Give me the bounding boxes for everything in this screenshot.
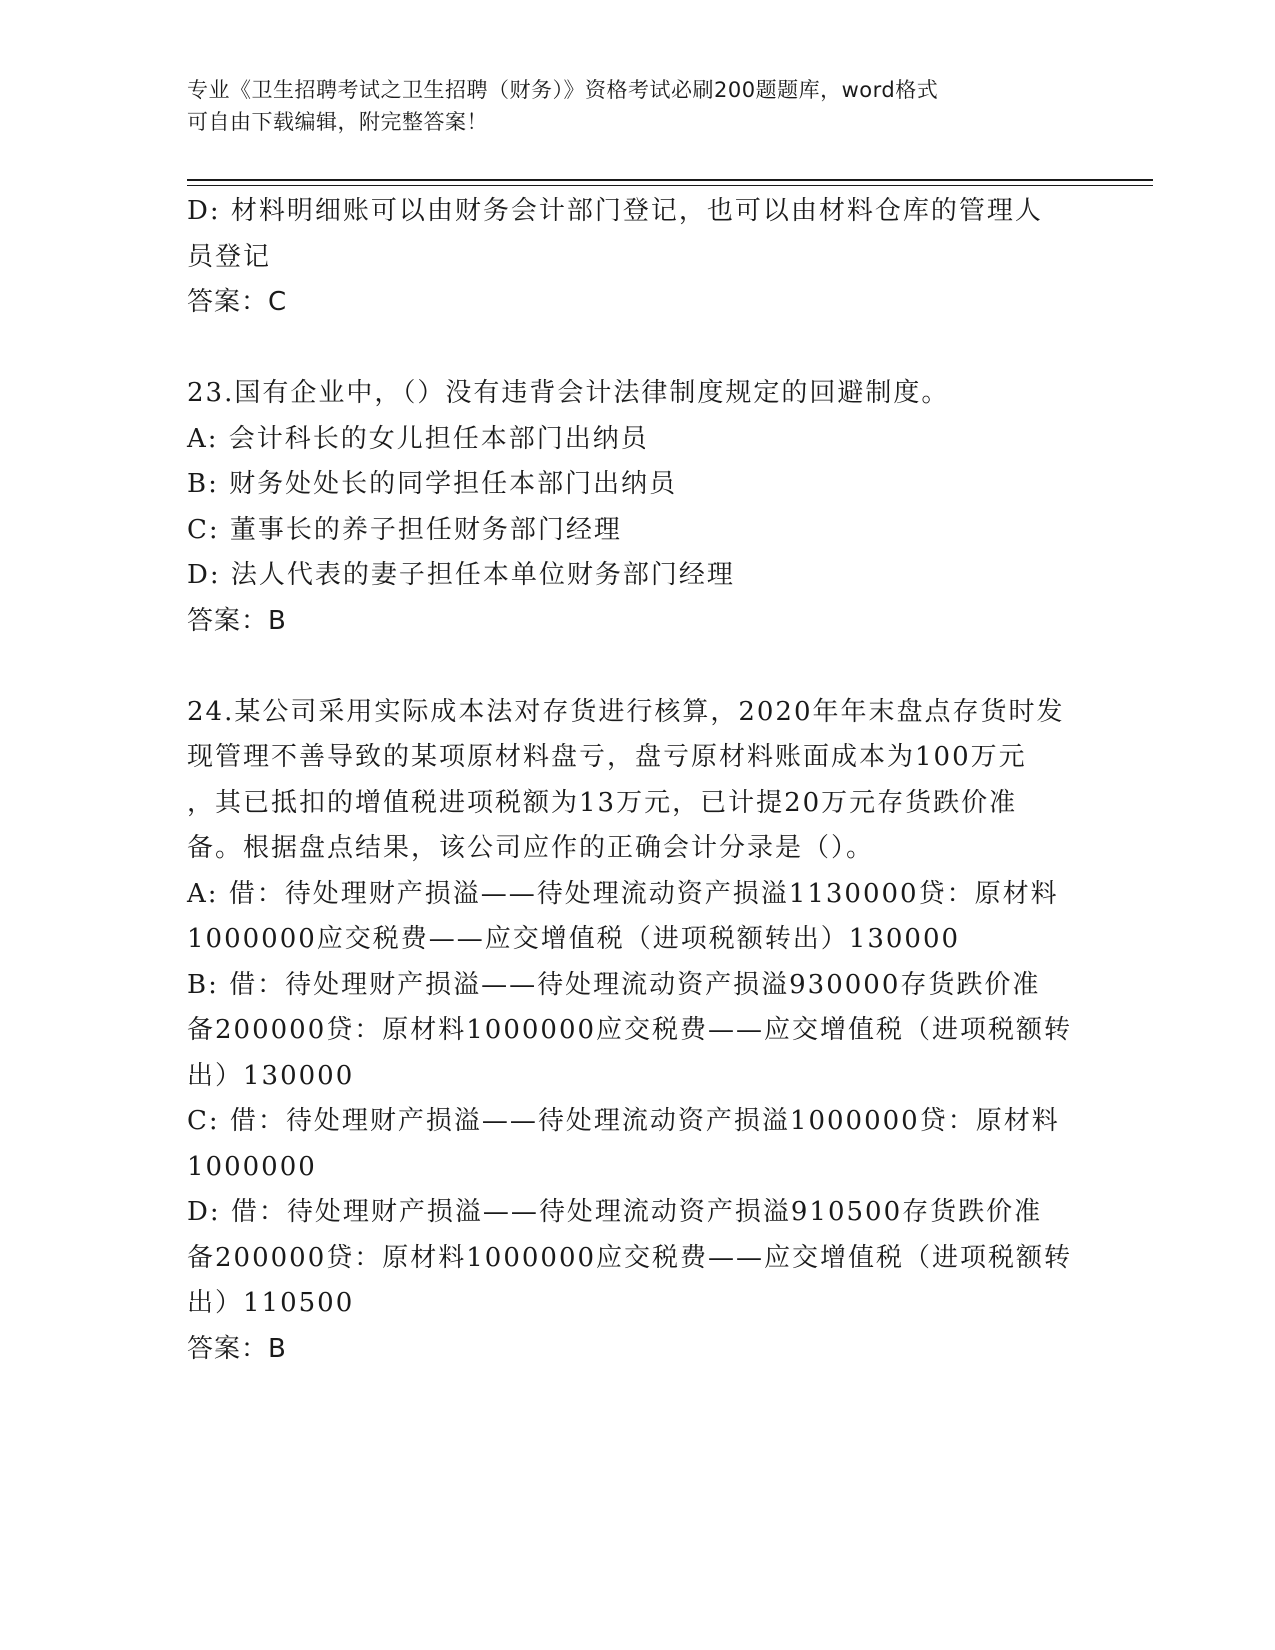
option-a: A: 会计科长的女儿担任本部门出纳员 xyxy=(187,423,649,454)
answer: 答案：C xyxy=(187,287,288,317)
answer: 答案：B xyxy=(187,1333,287,1364)
option-b: B: 借：待处理财产损溢——待处理流动资产损溢930000存货跌价准 xyxy=(187,969,1041,1000)
question-text-line-2: 现管理不善导致的某项原材料盘亏，盘亏原材料账面成本为100万元 xyxy=(187,742,1027,772)
question-22-tail xyxy=(187,189,1087,326)
question-text-line-1: 24.某公司采用实际成本法对存货进行核算，2020年年末盘点存货时发 xyxy=(187,696,1065,727)
option-b: B: 财务处处长的同学担任本部门出纳员 xyxy=(187,469,678,499)
option-d: D: 材料明细账可以由财务会计部门登记，也可以由材料仓库的管理人 xyxy=(187,196,1043,226)
option-a: A: 借：待处理财产损溢——待处理流动资产损溢1130000贷：原材料 xyxy=(187,878,1059,909)
header-line-2: 可自由下载编辑，附完整答案！ xyxy=(187,110,488,134)
option-c-continued: 1000000 xyxy=(187,1151,317,1182)
question-text-line-3: ，其已抵扣的增值税进项税额为13万元，已计提20万元存货跌价准 xyxy=(187,787,1018,818)
option-d: D: 借：待处理财产损溢——待处理流动资产损溢910500存货跌价准 xyxy=(187,1197,1043,1227)
question-text: 23.国有企业中，（）没有违背会计法律制度规定的回避制度。 xyxy=(187,378,950,408)
spacer xyxy=(187,326,1087,372)
header-line-1: 专业《卫生招聘考试之卫生招聘（财务）》资格考试必刷200题题库，word格式 xyxy=(187,78,939,102)
question-23 xyxy=(187,371,1087,644)
document-body xyxy=(187,189,1087,1372)
option-a-continued: 1000000应交税费——应交增值税（进项税额转出）130000 xyxy=(187,924,961,954)
document-header xyxy=(187,74,1077,138)
spacer xyxy=(187,644,1087,690)
header-divider-thin xyxy=(187,185,1153,186)
option-c: C: 借：待处理财产损溢——待处理流动资产损溢1000000贷：原材料 xyxy=(187,1106,1060,1136)
option-d-continued: 员登记 xyxy=(187,241,272,272)
option-d-continued-2: 出）110500 xyxy=(187,1288,355,1318)
question-text-line-4: 备。根据盘点结果，该公司应作的正确会计分录是（）。 xyxy=(187,833,875,863)
option-d: D: 法人代表的妻子担任本单位财务部门经理 xyxy=(187,560,735,590)
option-b-continued-2: 出）130000 xyxy=(187,1060,355,1091)
header-divider-thick xyxy=(187,179,1153,181)
answer: 答案：B xyxy=(187,605,287,636)
question-24 xyxy=(187,690,1087,1373)
option-b-continued: 备200000贷：原材料1000000应交税费——应交增值税（进项税额转 xyxy=(187,1015,1073,1045)
option-c: C: 董事长的养子担任财务部门经理 xyxy=(187,514,622,545)
option-d-continued: 备200000贷：原材料1000000应交税费——应交增值税（进项税额转 xyxy=(187,1242,1073,1273)
